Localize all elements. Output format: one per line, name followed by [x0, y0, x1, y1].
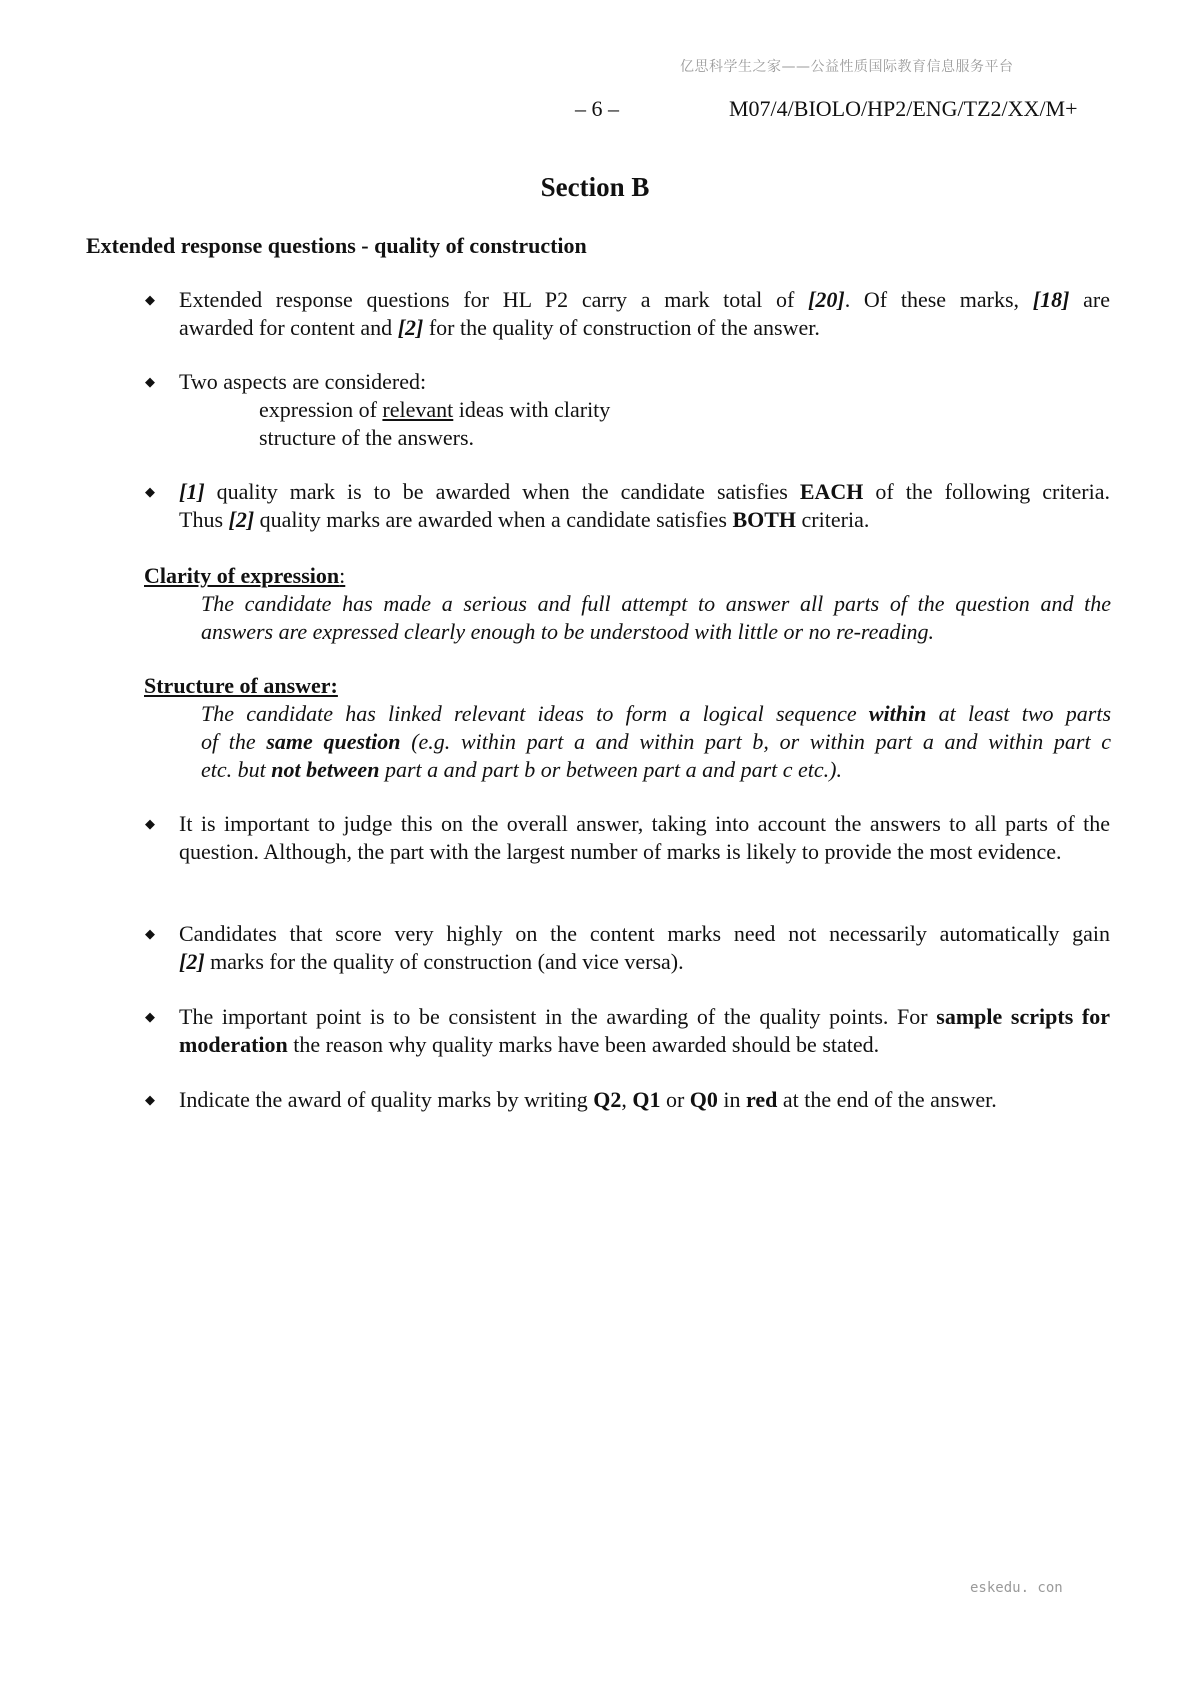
aspects-intro: Two aspects are considered: — [179, 369, 427, 394]
bullet-diamond-icon: ◆ — [145, 926, 155, 941]
clarity-heading: Clarity of expression: — [144, 563, 346, 588]
text-line: [1] quality mark is to be awarded when the candidate satisfies EACH of the following criteria. — [179, 479, 1110, 504]
bullet-diamond-icon: ◆ — [145, 374, 155, 389]
text-line: awarded for content and [2] for the quality of construction of the answer. — [179, 315, 820, 340]
page-number: – 6 – — [575, 96, 619, 121]
section-title: Section B — [540, 172, 650, 202]
bullet-text: It is important to judge this on the overall answer, taking into account the answers to all parts of the question. Although, the part with the largest number of marks is likely to provide the most evidence. — [179, 811, 1110, 864]
structure-text — [201, 700, 1111, 784]
bullet-text: Indicate the award of quality marks by writing Q2, Q1 or Q0 in red at the end of the answer. — [179, 1087, 997, 1112]
text-line: [2] marks for the quality of construction (and vice versa). — [179, 949, 684, 974]
bullet-overall-answer — [145, 810, 1110, 866]
bullet-two-aspects — [145, 368, 1110, 452]
bullet-diamond-icon: ◆ — [145, 1009, 155, 1024]
text-line: The candidate has made a serious and full attempt to answer all parts of the question and the — [201, 591, 1111, 616]
text-line: of the same question (e.g. within part a and within part b, or within part a and within part c — [201, 729, 1112, 754]
text-line: The candidate has linked relevant ideas to form a logical sequence within at least two parts — [201, 701, 1112, 726]
bullet-consistency — [145, 1003, 1110, 1059]
footer-watermark: eskedu. con — [970, 1580, 1063, 1596]
text-line: Thus [2] quality marks are awarded when a candidate satisfies BOTH criteria. — [179, 507, 870, 532]
clarity-text — [201, 590, 1111, 646]
structure-heading: Structure of answer: — [144, 673, 338, 698]
aspect-clarity: expression of relevant ideas with clarity — [259, 397, 611, 422]
bullet-diamond-icon: ◆ — [145, 292, 155, 307]
bullet-indicate-award — [145, 1086, 1110, 1114]
bullet-diamond-icon: ◆ — [145, 816, 155, 831]
document-code: M07/4/BIOLO/HP2/ENG/TZ2/XX/M+ — [729, 96, 1078, 121]
text-line: Extended response questions for HL P2 carry a mark total of [20]. Of these marks, [18] are — [179, 287, 1110, 312]
text-line: etc. but not between part a and part b or between part a and part c etc.). — [201, 757, 843, 782]
subtitle: Extended response questions - quality of construction — [86, 233, 587, 258]
bullet-diamond-icon: ◆ — [145, 484, 155, 499]
bullet-text: The important point is to be consistent in the awarding of the quality points. For sample scripts for moderation the reason why quality marks have been awarded should be stated. — [179, 1004, 1110, 1057]
bullet-diamond-icon: ◆ — [145, 1092, 155, 1107]
header-watermark: 亿思科学生之家——公益性质国际教育信息服务平台 — [680, 59, 1014, 75]
text-line: Candidates that score very highly on the content marks need not necessarily automatically gain — [179, 921, 1110, 946]
bullet-mark-total — [145, 286, 1110, 342]
text-line: answers are expressed clearly enough to be understood with little or no re-reading. — [201, 619, 935, 644]
bullet-quality-mark — [145, 478, 1110, 534]
bullet-content-marks — [145, 920, 1110, 976]
aspect-structure: structure of the answers. — [259, 425, 475, 450]
